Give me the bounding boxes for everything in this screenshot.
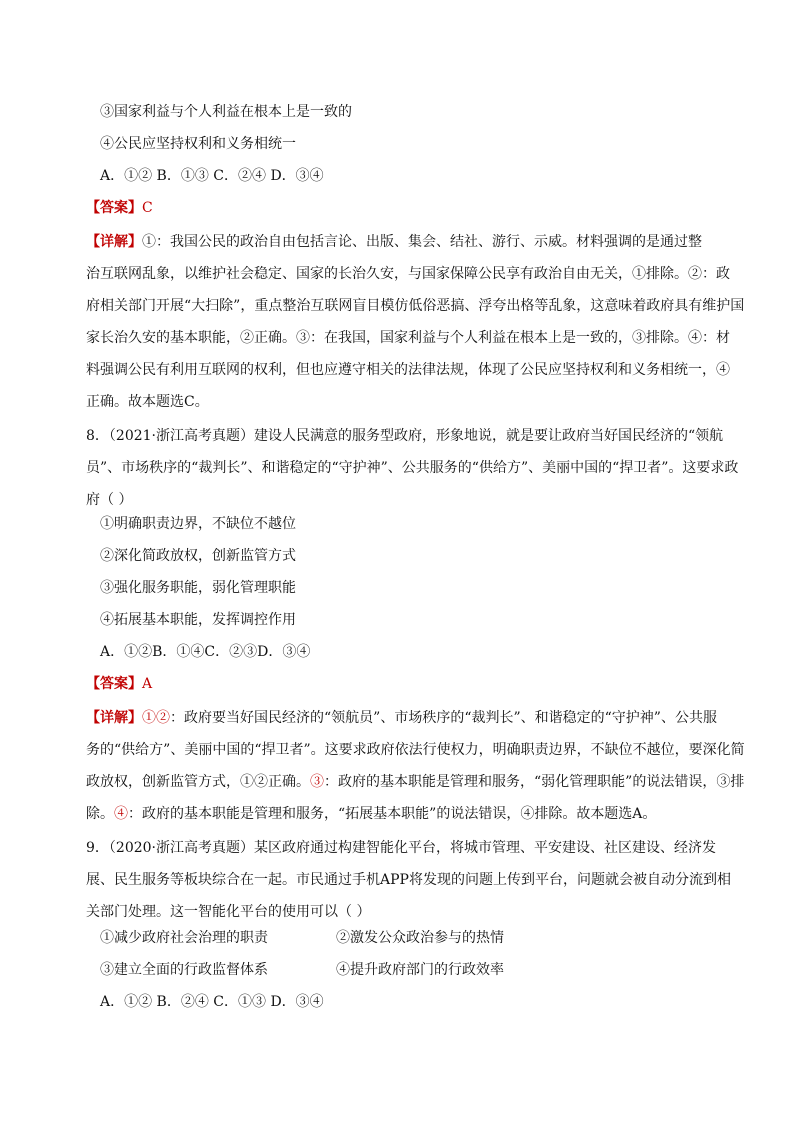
detail-text: ①：我国公民的政治自由包括言论、出版、集会、结社、游行、示威。材料强调的是通过整: [142, 234, 702, 250]
q9-option-1: ①减少政府社会治理的职责: [100, 930, 268, 946]
q9-stem-line-2: 展、民生服务等板块综合在一起。市民通过手机APP将发现的问题上传到平台，问题就会被自动分流到相: [86, 872, 731, 888]
q8-option-4: ④拓展基本职能，发挥调控作用: [100, 612, 296, 628]
detail-text: ：政府的基本职能是管理和服务，“弱化管理职能”的说法错误，③排: [324, 774, 745, 790]
q8-detail-line-2: 务的“供给方”、美丽中国的“捍卫者”。这要求政府依法行使权力，明确职责边界，不缺位不越位，要深化简: [86, 742, 745, 758]
q8-stem-line-1: 8．（2021·浙江高考真题）建设人民满意的服务型政府，形象地说，就是要让政府当好国民经济的“领航: [86, 428, 724, 444]
q7-option-4: ④公民应坚持权利和义务相统一: [100, 136, 296, 152]
detail-highlight: ③: [310, 774, 324, 790]
detail-tag: 【详解】: [86, 710, 142, 726]
q7-detail-line-3: 府相关部门开展“大扫除”，重点整治互联网盲目模仿低俗恶搞、浮夸出格等乱象，这意味着政府具有维护国: [86, 298, 745, 314]
q8-stem-line-3: 府（ ）: [86, 492, 133, 508]
detail-tag: 【详解】: [86, 234, 142, 250]
q7-detail-line-5: 料强调公民有利用互联网的权利，但也应遵守相关的法律法规，体现了公民应坚持权利和义务相统一，④: [86, 362, 730, 378]
detail-highlight: ①②: [142, 710, 170, 726]
q8-stem-line-2: 员”、市场秩序的“裁判长”、和谐稳定的“守护神”、公共服务的“供给方”、美丽中国的“捍卫者”。这要求政: [86, 460, 739, 476]
q9-choices: A．①② B．②④ C．①③ D．③④: [100, 994, 324, 1010]
q9-options-row-2: [100, 960, 600, 980]
q9-option-4: ④提升政府部门的行政效率: [336, 962, 504, 978]
q8-option-1: ①明确职责边界，不缺位不越位: [100, 516, 296, 532]
q8-option-3: ③强化服务职能，弱化管理职能: [100, 580, 296, 596]
q9-option-3: ③建立全面的行政监督体系: [100, 962, 268, 978]
answer-tag: 【答案】: [86, 676, 142, 692]
q8-choices: A．①②B．①④C．②③D．③④: [100, 644, 311, 660]
q7-detail-line-4: 家长治久安的基本职能，②正确。③：在我国，国家利益与个人利益在根本上是一致的，③排除。④：材: [86, 330, 730, 346]
answer-tag: 【答案】: [86, 200, 142, 216]
detail-text: ：政府要当好国民经济的“领航员”、市场秩序的“裁判长”、和谐稳定的“守护神”、公共服: [170, 710, 717, 726]
q7-option-3: ③国家利益与个人利益在根本上是一致的: [100, 104, 352, 120]
q7-choices: A．①② B．①③ C．②④ D．③④: [100, 168, 324, 184]
detail-text: ：政府的基本职能是管理和服务，“拓展基本职能”的说法错误，④排除。故本题选A。: [128, 806, 657, 822]
answer-value: A: [142, 676, 153, 692]
q7-detail-line-2: 治互联网乱象，以维护社会稳定、国家的长治久安，与国家保障公民享有政治自由无关，①排除。②：政: [86, 266, 730, 282]
q7-detail-line-1: [86, 232, 702, 252]
q8-answer: [86, 674, 152, 694]
q9-options-row-1: [100, 928, 600, 948]
detail-highlight: ④: [114, 806, 128, 822]
answer-value: C: [142, 200, 153, 216]
q7-answer: [86, 198, 153, 218]
detail-text: 政放权，创新监管方式，①②正确。: [86, 774, 310, 790]
q8-detail-line-1: [86, 708, 717, 728]
q8-option-2: ②深化简政放权，创新监管方式: [100, 548, 296, 564]
q9-stem-line-3: 关部门处理。这一智能化平台的使用可以（ ）: [86, 904, 371, 920]
detail-text: 除。: [86, 806, 114, 822]
q7-detail-line-6: 正确。故本题选C。: [86, 394, 209, 410]
q9-stem-line-1: 9．（2020·浙江高考真题）某区政府通过构建智能化平台，将城市管理、平安建设、社区建设、经济发: [86, 840, 716, 856]
q8-detail-line-3: [86, 772, 744, 792]
q8-detail-line-4: [86, 804, 656, 824]
q9-option-2: ②激发公众政治参与的热情: [336, 930, 504, 946]
